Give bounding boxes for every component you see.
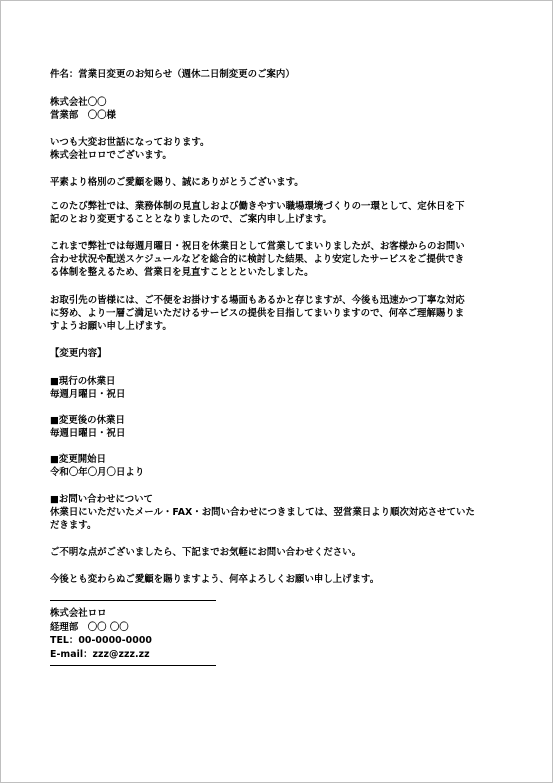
signature-company: 株式会社ロロ (50, 608, 107, 619)
current-holiday-value: 毎週月曜日・祝日 (50, 389, 126, 400)
email-subject: 件名：営業日変更のお知らせ（週休二日制変更のご案内） (50, 69, 295, 80)
start-date-value: 令和〇年〇月〇日より (50, 467, 145, 478)
thanks-line: 平素より格別のご愛顧を賜り、誠にありがとうございます。 (50, 177, 304, 188)
new-holiday-value: 毎週日曜日・祝日 (50, 428, 126, 439)
inquiry-text-line-1: 休業日にいただいたメール・FAX・お問い合わせにつきましては、翌営業日より順次対応させていた (50, 507, 475, 518)
greeting-line-2: 株式会社ロロでございます。 (50, 150, 172, 161)
signature-email: E-mail：zzz@zzz.zz (50, 649, 150, 660)
para1-line-1: このたび弊社では、業務体制の見直しおよび働きやすい職場環境づくりの一環として、定休日を下 (50, 201, 465, 212)
current-holiday-label: ■現行の休業日 (50, 376, 116, 387)
inquiry-label: ■お問い合わせについて (50, 494, 153, 505)
start-date-label: ■変更開始日 (50, 454, 107, 465)
para2-line-3: る体制を整えるため、営業日を見直すこととといたしました。 (50, 267, 314, 278)
para3-line-2: に努め、より一層ご満足いただけるサービスの提供を目指してまいりますので、何卒ご理解賜りま (50, 308, 465, 319)
signature-tel: TEL：00-0000-0000 (50, 635, 152, 646)
greeting-line-1: いつも大変お世話になっております。 (50, 137, 210, 148)
recipient-department: 営業部 〇〇様 (50, 110, 116, 121)
para2-line-1: これまで弊社では毎週月曜日・祝日を休業日として営業してまいりましたが、お客様からのお問い (50, 241, 465, 252)
changes-heading: 【変更内容】 (50, 348, 107, 359)
closing-line: 今後とも変わらぬご愛顧を賜りますよう、何卒よろしくお願い申し上げます。 (50, 574, 380, 585)
para1-line-2: 記のとおり変更することとなりましたので、ご案内申し上げます。 (50, 214, 332, 225)
recipient-company: 株式会社〇〇 (50, 97, 107, 108)
signature-bottom-divider (50, 665, 216, 666)
signature-person: 経理部 〇〇 〇〇 (50, 622, 129, 633)
signature-top-divider (50, 600, 216, 601)
para3-line-3: すようお願い申し上げます。 (50, 321, 172, 332)
contact-line: ご不明な点がございましたら、下記までお気軽にお問い合わせください。 (50, 547, 362, 558)
para2-line-2: 合わせ状況や配送スケジュールなどを総合的に検討した結果、より安定したサービスをご提供でき (50, 254, 465, 265)
inquiry-text-line-2: だきます。 (50, 520, 97, 531)
para3-line-1: お取引先の皆様には、ご不便をお掛けする場面もあるかと存じますが、今後も迅速かつ丁寧な対応 (50, 295, 465, 306)
new-holiday-label: ■変更後の休業日 (50, 415, 125, 426)
